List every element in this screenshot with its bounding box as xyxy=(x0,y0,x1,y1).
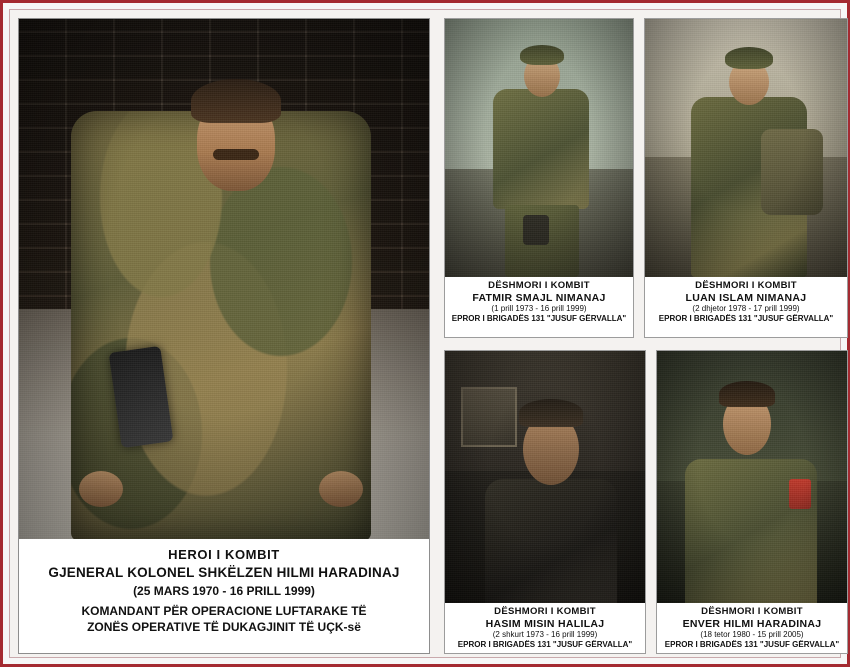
hair xyxy=(519,399,583,427)
arm-patch xyxy=(789,479,811,509)
martyr-role: DËSHMORI I KOMBIT xyxy=(701,606,803,617)
moustache xyxy=(213,149,259,160)
martyr-role: DËSHMORI I KOMBIT xyxy=(494,606,596,617)
martyr-unit: EPROR I BRIGADËS 131 "JUSUF GËRVALLA" xyxy=(457,640,633,650)
martyr-photo-enver xyxy=(657,351,847,603)
military-cap xyxy=(520,45,564,65)
poster-inner-frame xyxy=(9,9,841,658)
martyr-unit: EPROR I BRIGADËS 131 "JUSUF GËRVALLA" xyxy=(451,314,627,324)
martyr-caption-hasim xyxy=(445,603,645,654)
wall-picture xyxy=(461,387,517,447)
martyr-unit: EPROR I BRIGADËS 131 "JUSUF GËRVALLA" xyxy=(658,314,834,324)
martyr-photo-luan xyxy=(645,19,847,277)
hero-name: GJENERAL KOLONEL SHKËLZEN HILMI HARADINAJ xyxy=(48,564,400,580)
martyr-dates: (2 dhjetor 1978 - 17 prill 1999) xyxy=(692,304,800,314)
hero-photo xyxy=(19,19,429,539)
military-cap xyxy=(725,47,773,69)
martyr-name: LUAN ISLAM NIMANAJ xyxy=(685,291,807,304)
martyr-role: DËSHMORI I KOMBIT xyxy=(488,280,590,291)
held-object xyxy=(523,215,549,245)
martyr-unit: EPROR I BRIGADËS 131 "JUSUF GËRVALLA" xyxy=(664,640,840,650)
left-hand xyxy=(79,471,123,507)
martyr-photo-hasim xyxy=(445,351,645,603)
hero-role-line-1: KOMANDANT PËR OPERACIONE LUFTARAKE TË xyxy=(81,603,367,618)
martyr-card-fatmir xyxy=(444,18,634,338)
hero-role-line-2: ZONËS OPERATIVE TË DUKAGJINIT TË UÇK-së xyxy=(87,619,361,634)
martyr-dates: (1 prill 1973 - 16 prill 1999) xyxy=(491,304,587,314)
hero-role: HEROI I KOMBIT xyxy=(168,547,280,562)
hero-caption xyxy=(19,539,429,654)
hair xyxy=(191,79,281,123)
hero-dates: (25 MARS 1970 - 16 PRILL 1999) xyxy=(133,584,315,599)
martyr-card-hasim xyxy=(444,350,646,654)
shoulders xyxy=(485,479,617,603)
martyr-card-enver xyxy=(656,350,848,654)
martyr-name: FATMIR SMAJL NIMANAJ xyxy=(472,291,606,304)
martyr-dates: (18 tetor 1980 - 15 prill 2005) xyxy=(700,630,804,640)
martyr-photo-fatmir xyxy=(445,19,633,277)
hair xyxy=(719,381,775,407)
martyr-caption-luan xyxy=(645,277,847,328)
hero-photo-card xyxy=(18,18,430,654)
backpack xyxy=(761,129,823,215)
martyr-caption-fatmir xyxy=(445,277,633,328)
uniform-jacket xyxy=(493,89,589,209)
martyr-name: ENVER HILMI HARADINAJ xyxy=(682,617,822,630)
martyr-dates: (2 shkurt 1973 - 16 prill 1999) xyxy=(492,630,598,640)
martyr-name: HASIM MISIN HALILAJ xyxy=(485,617,605,630)
martyr-role: DËSHMORI I KOMBIT xyxy=(695,280,797,291)
right-hand xyxy=(319,471,363,507)
martyr-card-luan xyxy=(644,18,848,338)
martyr-caption-enver xyxy=(657,603,847,654)
soldier-head xyxy=(187,79,285,199)
